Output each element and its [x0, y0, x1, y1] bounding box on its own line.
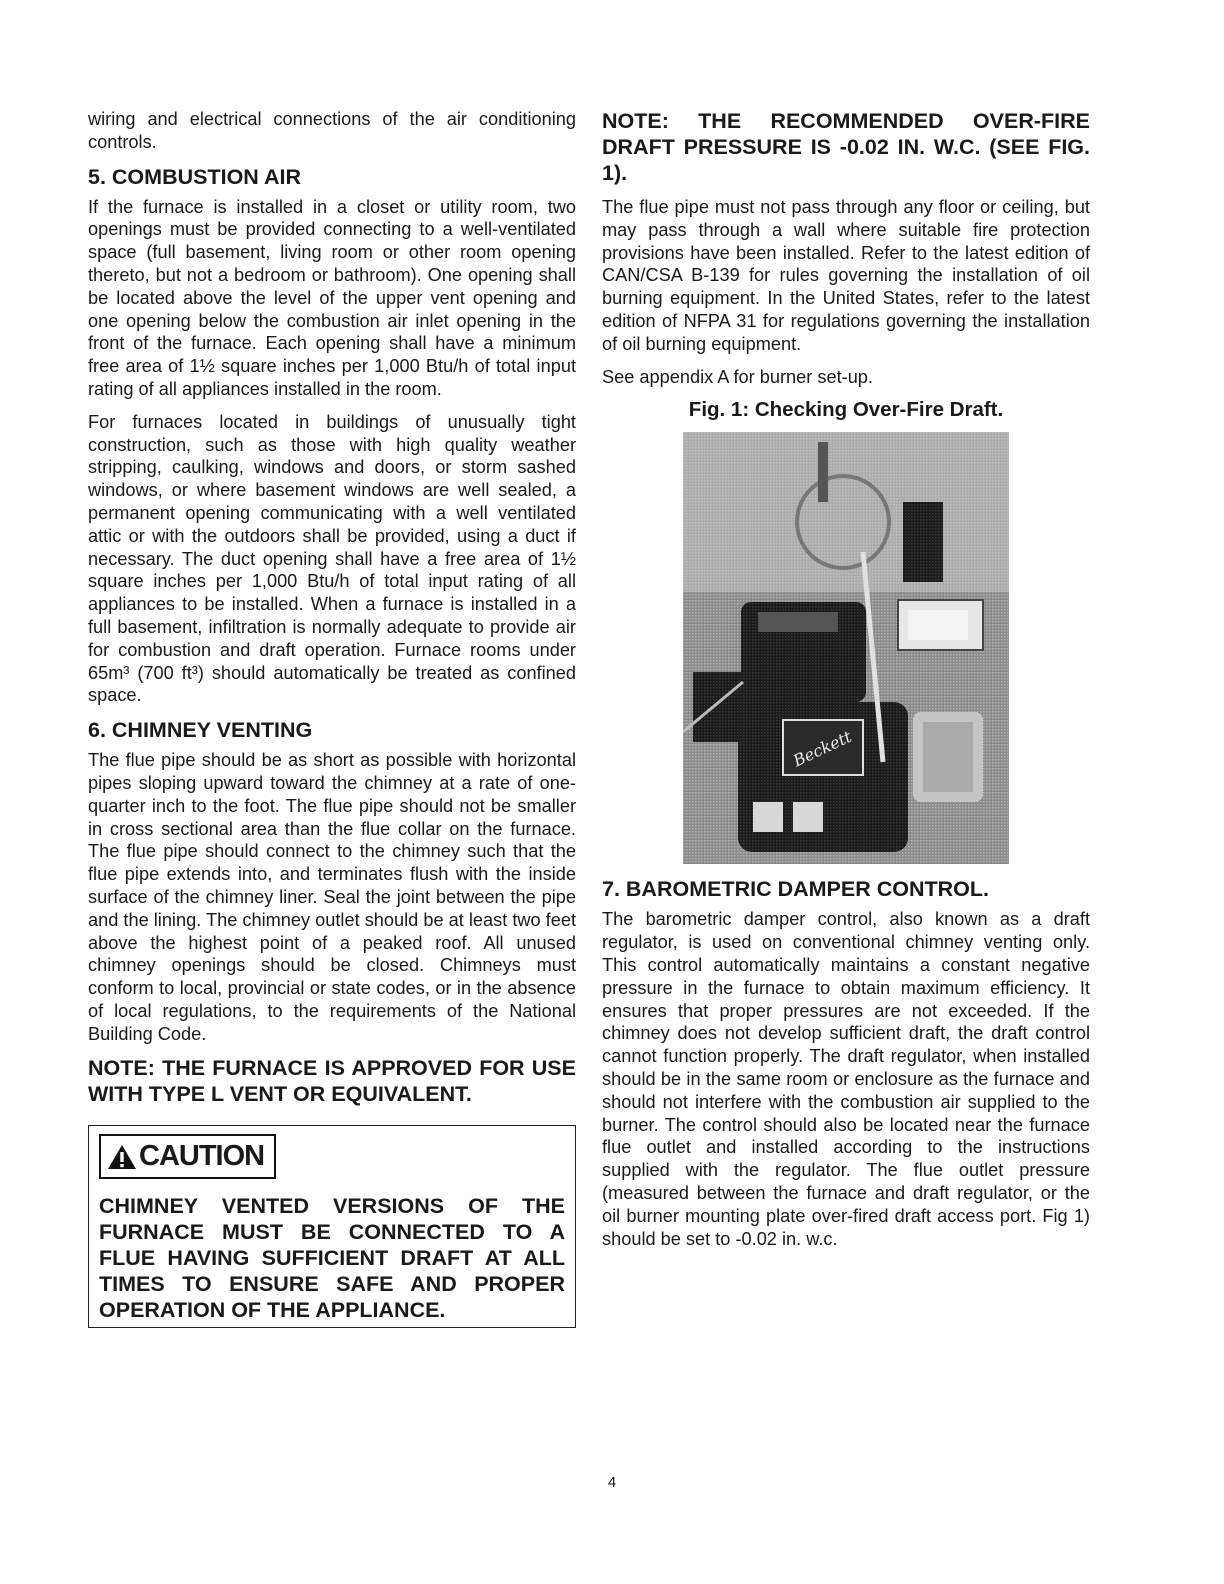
intro-paragraph: wiring and electrical connections of the air conditioning controls.	[88, 109, 576, 152]
barometric-damper-paragraph: The barometric damper control, also known as a draft regulator, is used on conventional chimney venting only. This control automatically maintains a constant negative pressure in the furnace to obtain maximum efficiency. It ensures that proper pressures are not exceeded. If the chimney does not develop sufficient draft, the draft control cannot function properly. The draft regulator, when installed should be in the same room or enclosure as the furnace and should not interfere with the combustion air supplied to the burner. The control should also be located near the furnace flue outlet and installed according to the instructions supplied with the regulator. The flue outlet pressure (measured between the furnace and draft regulator, or the oil burner mounting plate over-fired draft access port. Fig 1) should be set to -0.02 in. w.c.	[602, 909, 1090, 1249]
caution-label-text: CAUTION	[139, 1140, 265, 1173]
section-7-heading: 7. BAROMETRIC DAMPER CONTROL.	[602, 877, 989, 902]
over-fire-draft-note: NOTE: THE RECOMMENDED OVER-FIRE DRAFT PRESSURE IS -0.02 IN. W.C. (SEE FIG. 1).	[602, 109, 1090, 185]
chimney-venting-paragraph: The flue pipe should be as short as possible with horizontal pipes sloping upward toward the chimney at a rate of one-quarter inch to the foot. The flue pipe should not be smaller in cross sectional area than the flue collar on the furnace. The flue pipe should connect to the chimney such that the flue pipe extends into, and terminates flush with the inside surface of the chimney liner. Seal the joint between the pipe and the lining. The chimney outlet should be at least two feet above the highest point of a peaked roof. All unused chimney openings should be closed. Chimneys must conform to local, provincial or state codes, or in the absence of local regulations, to the requirements of the National Building Code.	[88, 750, 577, 1044]
caution-box	[88, 1125, 576, 1328]
combustion-air-paragraph-2: For furnaces located in buildings of unusually tight construction, such as those with high quality weather stripping, caulking, windows and doors, or storm sashed windows, or where basement windows are well sealed, a permanent opening communicating with a well ventilated attic or with the outdoors shall be provided, using a duct if necessary. The duct opening shall have a free area of 1½ square inches per 1,000 Btu/h of total input rating of all appliances to be installed. When a furnace is installed in a full basement, infiltration is normally adequate to provide air for combustion and draft operation. Furnace rooms under 65m³ (700 ft³) should automatically be treated as confined space.	[88, 411, 576, 706]
warning-triangle-icon	[107, 1144, 137, 1170]
caution-label	[99, 1134, 276, 1179]
oil-burner-photo	[683, 432, 1009, 864]
combustion-air-paragraph-1: If the furnace is installed in a closet or utility room, two openings must be provided connecting to a well-ventilated space (full basement, living room or other room opening thereto, but not a bedroom or bathroom). One opening shall be located above the level of the upper vent opening and one opening below the combustion air inlet opening in the front of the furnace. Each opening shall have a minimum free area of 1½ square inches per 1,000 Btu/h of total input rating of all appliances installed in the room.	[88, 196, 576, 399]
page-number: 4	[607, 1474, 617, 1491]
right-column	[602, 108, 1090, 1260]
caution-text: CHIMNEY VENTED VERSIONS OF THE FURNACE MUST BE CONNECTED TO A FLUE HAVING SUFFICIENT DRAFT AT ALL TIMES TO ENSURE SAFE AND PROPER OPERATION OF THE APPLIANCE.	[99, 1194, 565, 1323]
appendix-reference: See appendix A for burner set-up.	[602, 366, 873, 387]
burner-brand-label: Beckett	[790, 727, 855, 771]
section-6-heading: 6. CHIMNEY VENTING	[88, 718, 313, 743]
type-l-vent-note: NOTE: THE FURNACE IS APPROVED FOR USE WITH TYPE L VENT OR EQUIVALENT.	[88, 1056, 576, 1107]
flue-pipe-paragraph: The flue pipe must not pass through any floor or ceiling, but may pass through a wall where suitable fire protection provisions have been installed. Refer to the latest edition of CAN/CSA B-139 for rules governing the installation of oil burning equipment. In the United States, refer to the latest edition of NFPA 31 for regulations governing the installation of oil burning equipment.	[602, 197, 1090, 354]
figure-1-caption: Fig. 1: Checking Over-Fire Draft.	[688, 398, 1004, 422]
left-column	[88, 108, 576, 1328]
section-5-heading: 5. COMBUSTION AIR	[88, 164, 302, 189]
